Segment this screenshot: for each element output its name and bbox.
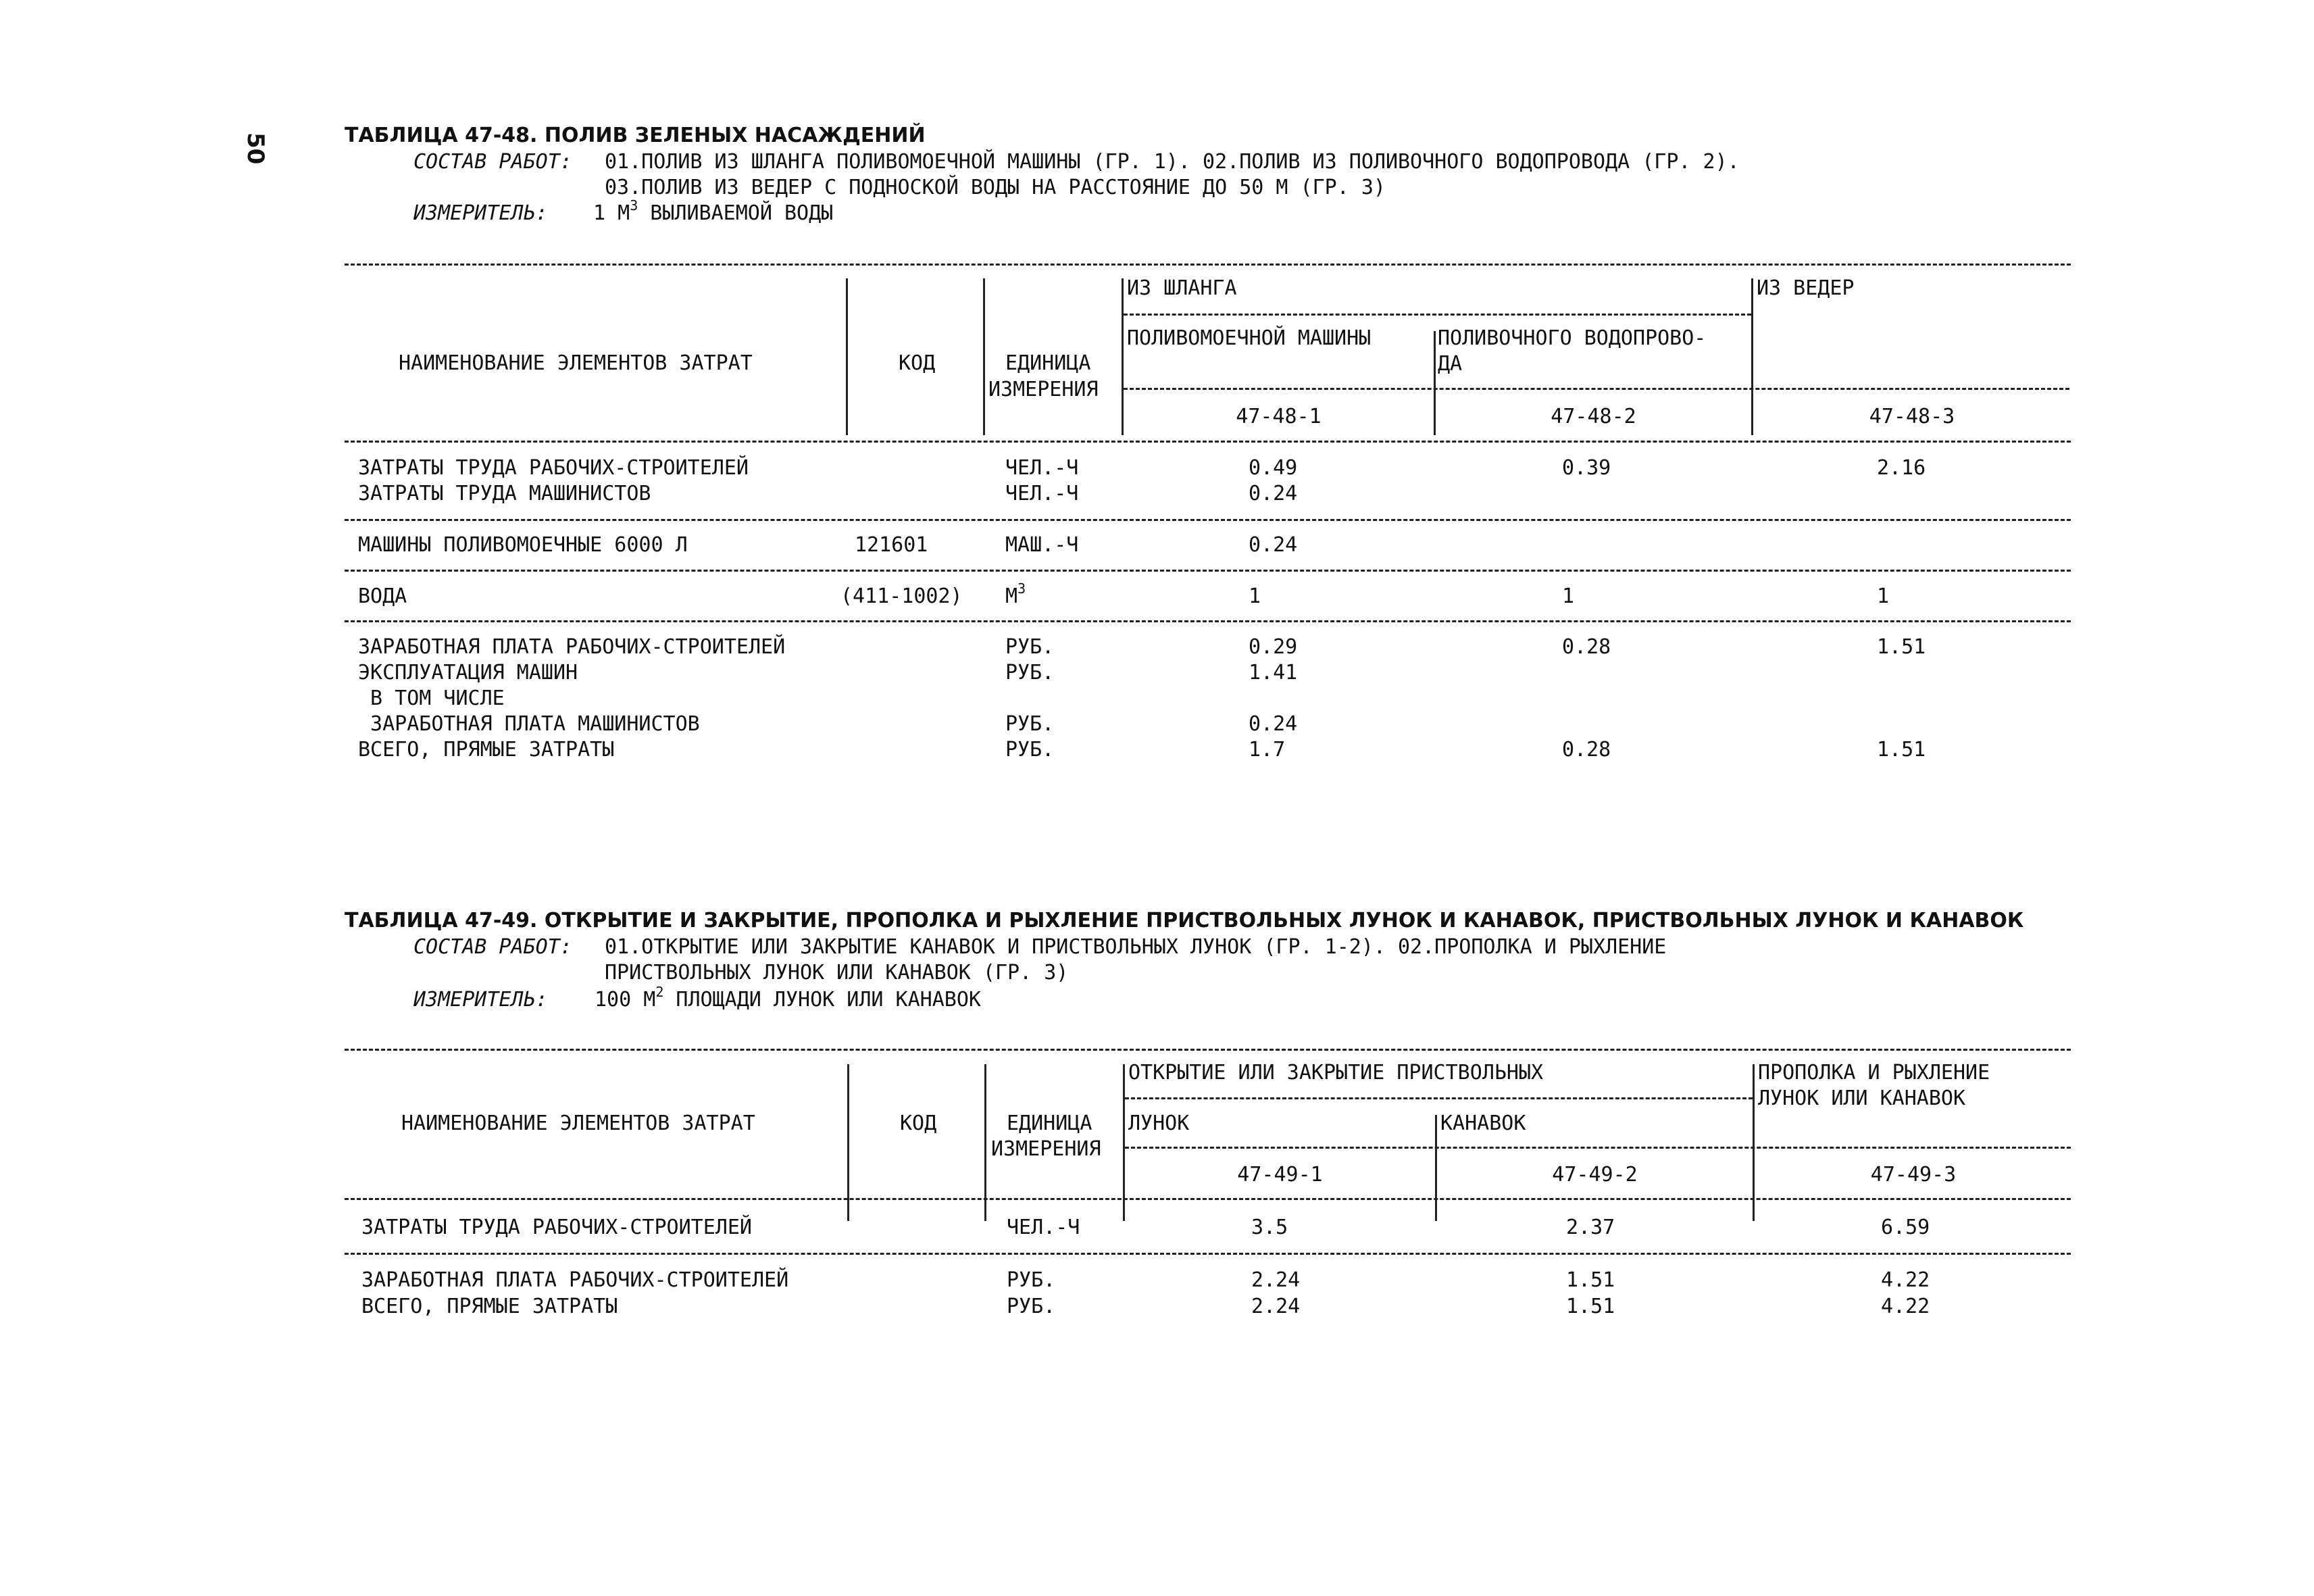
table49-col-code: 47-49-3 <box>1870 1163 1957 1187</box>
table48-row-value: 0.28 <box>1562 738 1611 762</box>
table49-header-name: НАИМЕНОВАНИЕ ЭЛЕМЕНТОВ ЗАТРАТ <box>401 1112 755 1135</box>
table49-row-value: 2.37 <box>1566 1216 1615 1239</box>
table49-row-value: 2.24 <box>1251 1295 1301 1318</box>
table48-row-value: 1.41 <box>1249 661 1298 684</box>
table49-group-rule <box>1125 1097 1753 1099</box>
table49-col-code: 47-49-2 <box>1552 1163 1638 1187</box>
table49-row-value: 3.5 <box>1251 1216 1288 1239</box>
table48-work-label: СОСТАВ РАБОТ: <box>413 150 572 174</box>
table49-row-unit: РУБ. <box>1007 1295 1056 1318</box>
table48-row-name: ВСЕГО, ПРЯМЫЕ ЗАТРАТЫ <box>358 738 615 762</box>
table49-work-line2: ПРИСТВОЛЬНЫХ ЛУНОК ИЛИ КАНАВОК (ГР. 3) <box>605 961 1069 984</box>
table48-divider <box>846 278 848 435</box>
table48-row-code: (411-1002) <box>840 584 963 608</box>
table48-row-value: 1.51 <box>1877 635 1926 659</box>
table48-header-rule <box>345 441 2071 443</box>
table49-header-group: ОТКРЫТИЕ ИЛИ ЗАКРЫТИЕ ПРИСТВОЛЬНЫХ <box>1128 1061 1544 1084</box>
table49-header-sub: ЛУНОК <box>1128 1112 1190 1135</box>
table48-title: ТАБЛИЦА 47-48. ПОЛИВ ЗЕЛЕНЫХ НАСАЖДЕНИЙ <box>345 124 926 147</box>
table48-row-unit: МАШ.-Ч <box>1005 533 1079 557</box>
table48-work-line1: 01.ПОЛИВ ИЗ ШЛАНГА ПОЛИВОМОЕЧНОЙ МАШИНЫ (ГР. 1). 02.ПОЛИВ ИЗ ПОЛИВОЧНОГО ВОДОПРОВОДА (ГР. 2). <box>605 150 1740 174</box>
table48-col-code: 47-48-2 <box>1551 405 1636 428</box>
table49-title: ТАБЛИЦА 47-49. ОТКРЫТИЕ И ЗАКРЫТИЕ, ПРОПОЛКА И РЫХЛЕНИЕ ПРИСТВОЛЬНЫХ ЛУНОК И КАНАВОК, ПРИСТВОЛЬНЫХ ЛУНОК И КАНАВОК <box>345 909 2024 932</box>
table49-row-value: 4.22 <box>1881 1268 1930 1292</box>
table49-row-name: ЗАТРАТЫ ТРУДА РАБОЧИХ-СТРОИТЕЛЕЙ <box>361 1216 752 1239</box>
table48-row-value: 0.24 <box>1249 482 1298 505</box>
table48-section-rule <box>345 570 2071 572</box>
table48-section-rule <box>345 519 2071 521</box>
table49-row-value: 6.59 <box>1881 1216 1930 1239</box>
table48-row-value: 2.16 <box>1877 456 1926 480</box>
table48-row-code: 121601 <box>855 533 928 557</box>
table49-col-code: 47-49-1 <box>1237 1163 1323 1187</box>
table49-header-code: КОД <box>900 1112 937 1135</box>
table48-row-value: 0.28 <box>1562 635 1611 659</box>
table48-row-name: ЭКСПЛУАТАЦИЯ МАШИН <box>358 661 578 684</box>
table49-header-unit: ИЗМЕРЕНИЯ <box>991 1137 1101 1161</box>
table48-row-value: 0.24 <box>1249 533 1298 557</box>
table48-row-value: 1.7 <box>1249 738 1286 762</box>
table49-meter: 100 $М^2$ ПЛОЩАДИ ЛУНОК ИЛИ КАНАВОК <box>595 984 981 1012</box>
table48-meter: 1 $М^3$ ВЫЛИВАЕМОЙ ВОДЫ <box>593 197 834 225</box>
table49-row-unit: ЧЕЛ.-Ч <box>1007 1216 1080 1239</box>
table49-top-rule <box>345 1049 2071 1051</box>
table48-row-name: В ТОМ ЧИСЛЕ <box>358 687 505 710</box>
table48-section-rule <box>345 620 2071 622</box>
table48-row-unit: ЧЕЛ.-Ч <box>1005 482 1079 505</box>
table49-sub-rule <box>1125 1147 2071 1149</box>
table49-header-rule <box>345 1198 2071 1200</box>
table48-row-name: ЗАРАБОТНАЯ ПЛАТА МАШИНИСТОВ <box>358 712 700 736</box>
table48-header-group: ИЗ ВЕДЕР <box>1757 276 1855 300</box>
table48-divider <box>983 278 985 435</box>
table48-header-sub: ПОЛИВОМОЕЧНОЙ МАШИНЫ <box>1127 326 1372 350</box>
table48-row-name: МАШИНЫ ПОЛИВОМОЕЧНЫЕ 6000 Л <box>358 533 688 557</box>
table48-row-unit: РУБ. <box>1005 712 1055 736</box>
table49-section-rule <box>345 1253 2071 1255</box>
table48-top-rule <box>345 264 2071 266</box>
table48-row-value: 1 <box>1562 584 1575 608</box>
table48-header-name: НАИМЕНОВАНИЕ ЭЛЕМЕНТОВ ЗАТРАТ <box>399 351 753 375</box>
table48-col-code: 47-48-3 <box>1869 405 1955 428</box>
table48-row-unit: РУБ. <box>1005 661 1055 684</box>
table48-header-sub: ПОЛИВОЧНОГО ВОДОПРОВО- <box>1438 326 1707 350</box>
table48-sub-rule <box>1124 388 2069 390</box>
table48-header-code: КОД <box>899 351 936 375</box>
table49-row-value: 4.22 <box>1881 1295 1930 1318</box>
table49-meter-label: ИЗМЕРИТЕЛЬ: <box>413 988 548 1012</box>
table48-work-line2: 03.ПОЛИВ ИЗ ВЕДЕР С ПОДНОСКОЙ ВОДЫ НА РАССТОЯНИЕ ДО 50 М (ГР. 3) <box>605 176 1386 199</box>
table48-row-name: ЗАРАБОТНАЯ ПЛАТА РАБОЧИХ-СТРОИТЕЛЕЙ <box>358 635 786 659</box>
table49-row-unit: РУБ. <box>1007 1268 1056 1292</box>
table48-header-unit: ЕДИНИЦА <box>1005 351 1091 375</box>
table49-row-name: ВСЕГО, ПРЯМЫЕ ЗАТРАТЫ <box>361 1295 618 1318</box>
table48-group-rule <box>1124 314 1751 316</box>
page-number: 50 <box>242 132 269 165</box>
table49-header-group: ЛУНОК ИЛИ КАНАВОК <box>1758 1087 1966 1110</box>
table48-row-unit: РУБ. <box>1005 635 1055 659</box>
table48-row-value: 0.24 <box>1249 712 1298 736</box>
table48-row-value: 1.51 <box>1877 738 1926 762</box>
table48-meter-label: ИЗМЕРИТЕЛЬ: <box>413 201 548 225</box>
table49-header-group: ПРОПОЛКА И РЫХЛЕНИЕ <box>1758 1061 1990 1084</box>
table48-row-value: 1 <box>1249 584 1261 608</box>
table48-col-code: 47-48-1 <box>1236 405 1322 428</box>
table48-row-unit: РУБ. <box>1005 738 1055 762</box>
table49-row-value: 1.51 <box>1566 1268 1615 1292</box>
table48-row-unit: ЧЕЛ.-Ч <box>1005 456 1079 480</box>
table48-row-value: 0.39 <box>1562 456 1611 480</box>
table49-work-label: СОСТАВ РАБОТ: <box>413 935 572 959</box>
table48-row-name: ВОДА <box>358 584 407 608</box>
table48-row-value: 0.49 <box>1249 456 1298 480</box>
table48-row-value: 0.29 <box>1249 635 1298 659</box>
table48-header-sub: ДА <box>1438 352 1463 376</box>
table49-header-unit: ЕДИНИЦА <box>1007 1112 1092 1135</box>
table48-row-name: ЗАТРАТЫ ТРУДА МАШИНИСТОВ <box>358 482 651 505</box>
table49-header-sub: КАНАВОК <box>1440 1112 1526 1135</box>
table48-row-name: ЗАТРАТЫ ТРУДА РАБОЧИХ-СТРОИТЕЛЕЙ <box>358 456 749 480</box>
table49-row-value: 1.51 <box>1566 1295 1615 1318</box>
table49-work-line1: 01.ОТКРЫТИЕ ИЛИ ЗАКРЫТИЕ КАНАВОК И ПРИСТВОЛЬНЫХ ЛУНОК (ГР. 1-2). 02.ПРОПОЛКА И РЫХЛЕНИЕ <box>605 935 1667 959</box>
table48-header-group: ИЗ ШЛАНГА <box>1127 276 1237 300</box>
table48-header-unit: ИЗМЕРЕНИЯ <box>988 378 1099 401</box>
table49-row-name: ЗАРАБОТНАЯ ПЛАТА РАБОЧИХ-СТРОИТЕЛЕЙ <box>361 1268 789 1292</box>
table48-row-unit: $М^3$ <box>1005 580 1026 608</box>
table48-row-value: 1 <box>1877 584 1890 608</box>
table49-row-value: 2.24 <box>1251 1268 1301 1292</box>
